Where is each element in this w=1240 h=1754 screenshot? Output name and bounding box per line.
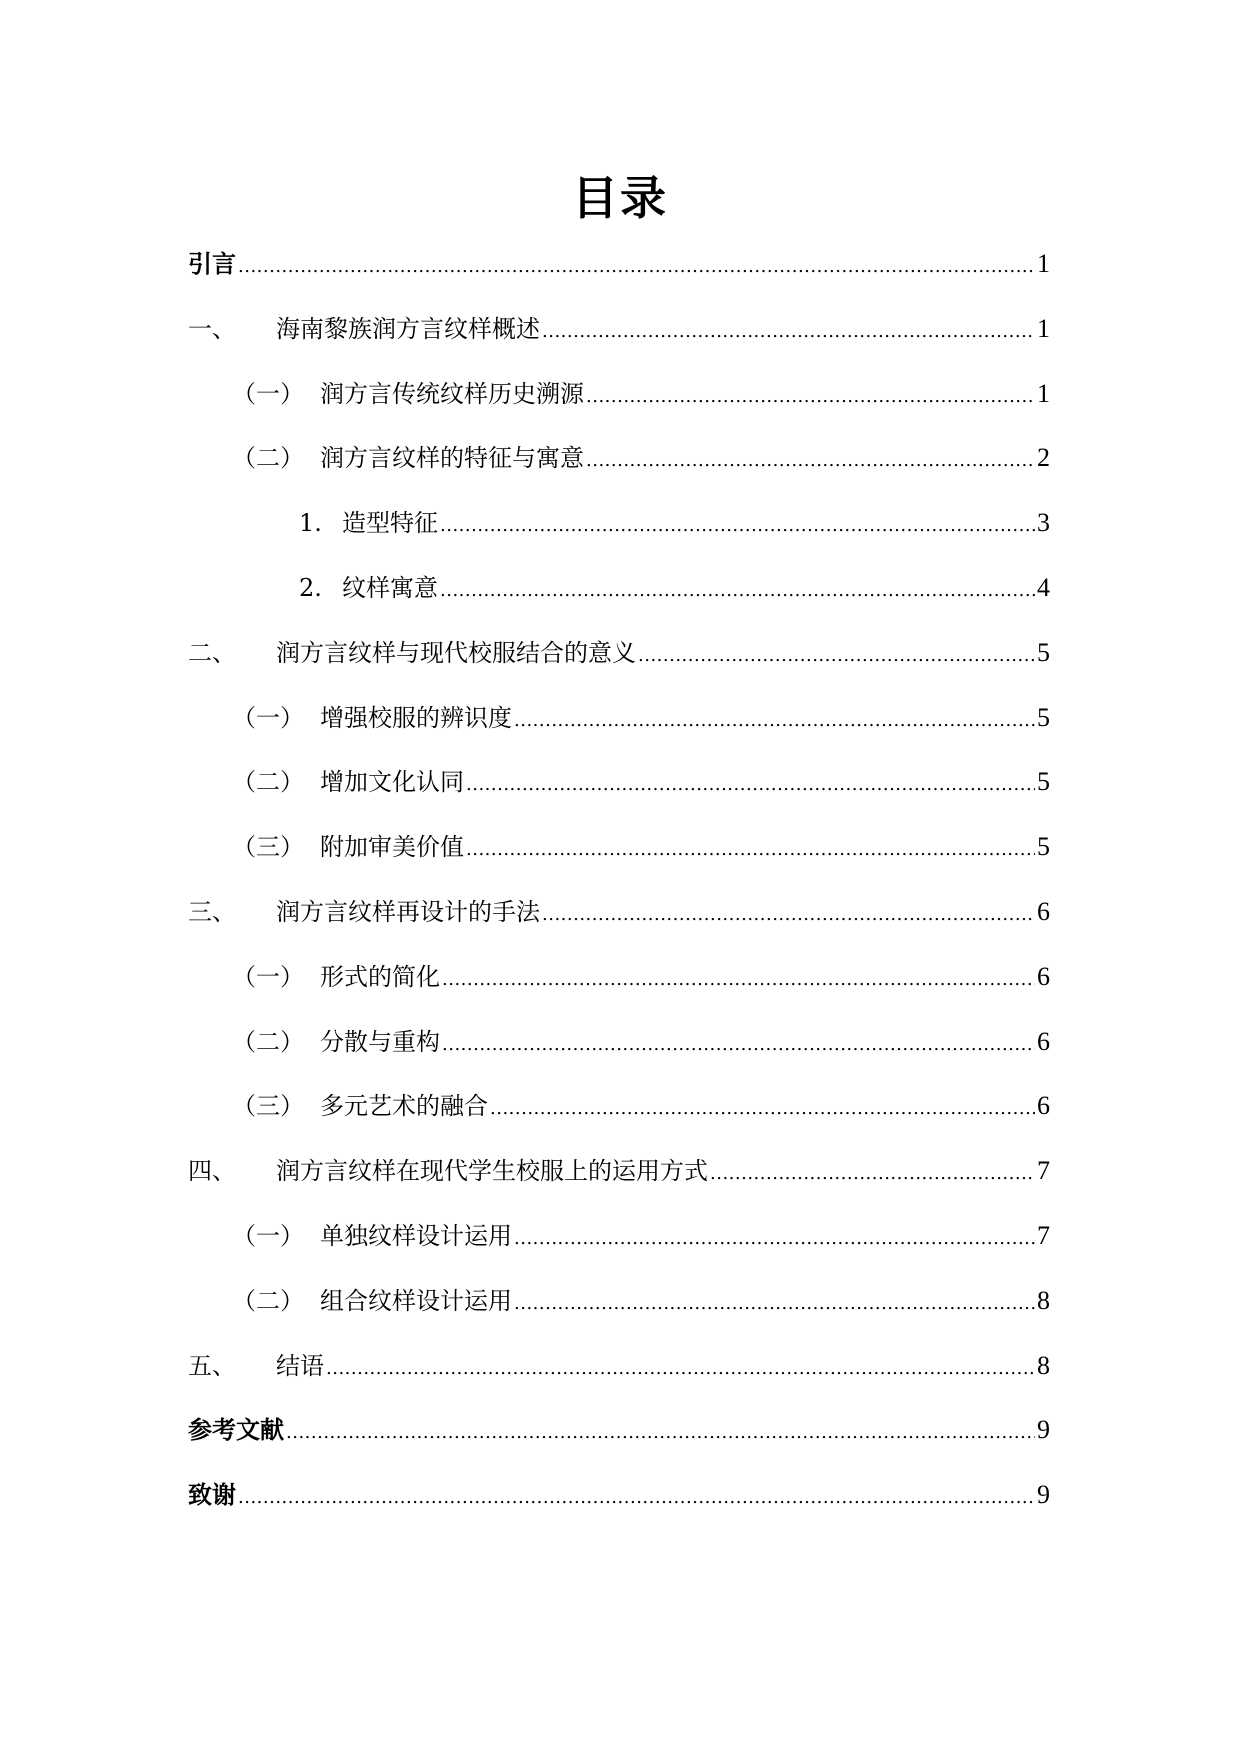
toc-entry-number: （三） bbox=[232, 1092, 304, 1121]
toc-entry-page: 7 bbox=[1037, 1156, 1050, 1186]
toc-entry-number: （一） bbox=[232, 703, 304, 732]
toc-entry-number: （二） bbox=[232, 1027, 304, 1056]
toc-entry-title: 多元艺术的融合 bbox=[320, 1092, 488, 1121]
toc-entry-number: （一） bbox=[232, 962, 304, 991]
toc-entry[interactable] bbox=[188, 1151, 1050, 1216]
toc-entry[interactable] bbox=[188, 1216, 1050, 1281]
toc-entry-page: 6 bbox=[1037, 1026, 1050, 1056]
toc-entry[interactable] bbox=[188, 892, 1050, 957]
toc-entry-page: 5 bbox=[1037, 702, 1050, 732]
dot-leader bbox=[542, 898, 1035, 926]
toc-entry-number: 一、 bbox=[188, 314, 236, 343]
toc-entry-title: 润方言传统纹样历史溯源 bbox=[320, 379, 584, 408]
dot-leader bbox=[440, 509, 1035, 537]
toc-entry-title: 润方言纹样的特征与寓意 bbox=[320, 444, 584, 473]
dot-leader bbox=[638, 639, 1035, 667]
toc-entry-page: 6 bbox=[1037, 961, 1050, 991]
toc-entry-number: （二） bbox=[232, 768, 304, 797]
dot-leader bbox=[466, 833, 1035, 861]
toc-entry-page: 5 bbox=[1037, 637, 1050, 667]
toc-entry-title: 单独纹样设计运用 bbox=[320, 1221, 512, 1250]
toc-entry-title: 致谢 bbox=[188, 1481, 236, 1510]
toc-entry-page: 5 bbox=[1037, 832, 1050, 862]
dot-leader bbox=[440, 574, 1035, 602]
toc-entry[interactable] bbox=[188, 1022, 1050, 1087]
dot-leader bbox=[466, 768, 1035, 796]
toc-entry[interactable] bbox=[188, 827, 1050, 892]
toc-entry[interactable] bbox=[188, 244, 1050, 309]
dot-leader bbox=[442, 1028, 1035, 1056]
toc-entry-title: 组合纹样设计运用 bbox=[320, 1286, 512, 1315]
toc-entry-title: 参考文献 bbox=[188, 1416, 284, 1445]
toc-entry[interactable] bbox=[188, 503, 1050, 568]
toc-entry-title: 形式的简化 bbox=[320, 962, 440, 991]
toc-entry-page: 1 bbox=[1037, 313, 1050, 343]
toc-entry-title: 增加文化认同 bbox=[320, 768, 464, 797]
dot-leader bbox=[286, 1416, 1035, 1444]
toc-entry-page: 6 bbox=[1037, 1091, 1050, 1121]
toc-entry-number: （一） bbox=[232, 379, 304, 408]
toc-entry-number: （一） bbox=[232, 1221, 304, 1250]
toc-entry[interactable] bbox=[188, 957, 1050, 1022]
toc-entry-title: 结语 bbox=[276, 1351, 324, 1380]
toc-entry-page: 2 bbox=[1037, 443, 1050, 473]
toc-entry[interactable] bbox=[188, 1410, 1050, 1475]
toc-entry-number: （二） bbox=[232, 444, 304, 473]
toc-entry-page: 6 bbox=[1037, 896, 1050, 926]
toc-entry-title: 润方言纹样在现代学生校服上的运用方式 bbox=[276, 1157, 708, 1186]
dot-leader bbox=[514, 1287, 1035, 1315]
toc-entry[interactable] bbox=[188, 1346, 1050, 1411]
dot-leader bbox=[326, 1352, 1035, 1380]
toc-entry-number: 三、 bbox=[188, 897, 236, 926]
toc-entry[interactable] bbox=[188, 1086, 1050, 1151]
toc-entry-number: 四、 bbox=[188, 1157, 236, 1186]
toc-entry[interactable] bbox=[188, 374, 1050, 439]
dot-leader bbox=[710, 1157, 1035, 1185]
dot-leader bbox=[586, 444, 1035, 472]
toc-entry-page: 1 bbox=[1037, 378, 1050, 408]
toc-entry-number: 2. bbox=[299, 573, 322, 602]
toc-entry-page: 1 bbox=[1037, 249, 1050, 278]
toc-entry-number: 二、 bbox=[188, 638, 236, 667]
toc-entry-page: 7 bbox=[1037, 1220, 1050, 1250]
dot-leader bbox=[514, 1222, 1035, 1250]
toc-entry[interactable] bbox=[188, 1281, 1050, 1346]
toc-entry[interactable] bbox=[188, 762, 1050, 827]
toc-entry[interactable] bbox=[188, 438, 1050, 503]
dot-leader bbox=[490, 1092, 1035, 1120]
toc-entry-title: 纹样寓意 bbox=[342, 573, 438, 602]
toc-entry[interactable] bbox=[188, 1475, 1050, 1540]
toc-entry-title: 海南黎族润方言纹样概述 bbox=[276, 314, 540, 343]
dot-leader bbox=[442, 963, 1035, 991]
toc-entry-page: 8 bbox=[1037, 1285, 1050, 1315]
toc-entry-title: 附加审美价值 bbox=[320, 833, 464, 862]
toc-entry-page: 9 bbox=[1037, 1480, 1050, 1510]
page-title: 目录 bbox=[572, 171, 668, 225]
toc-entry-page: 3 bbox=[1037, 508, 1050, 538]
toc-entry-title: 润方言纹样再设计的手法 bbox=[276, 897, 540, 926]
toc-entry-number: （二） bbox=[232, 1286, 304, 1315]
toc-entry-page: 5 bbox=[1037, 767, 1050, 797]
toc-entry-page: 9 bbox=[1037, 1415, 1050, 1445]
toc-entry-title: 造型特征 bbox=[342, 509, 438, 538]
toc-entry[interactable] bbox=[188, 568, 1050, 633]
dot-leader bbox=[238, 250, 1035, 278]
dot-leader bbox=[514, 704, 1035, 732]
toc-entry-title: 分散与重构 bbox=[320, 1027, 440, 1056]
table-of-contents bbox=[188, 244, 1050, 1540]
toc-entry-page: 8 bbox=[1037, 1350, 1050, 1380]
dot-leader bbox=[586, 380, 1035, 408]
dot-leader bbox=[542, 315, 1035, 343]
toc-entry-number: 五、 bbox=[188, 1351, 236, 1380]
toc-entry-number: （三） bbox=[232, 833, 304, 862]
toc-entry[interactable] bbox=[188, 309, 1050, 374]
toc-entry[interactable] bbox=[188, 633, 1050, 698]
toc-entry-title: 增强校服的辨识度 bbox=[320, 703, 512, 732]
toc-entry-title: 引言 bbox=[188, 250, 236, 278]
dot-leader bbox=[238, 1481, 1035, 1509]
toc-entry-number: 1. bbox=[299, 509, 322, 538]
toc-entry-title: 润方言纹样与现代校服结合的意义 bbox=[276, 638, 636, 667]
toc-entry[interactable] bbox=[188, 698, 1050, 763]
toc-entry-page: 4 bbox=[1037, 572, 1050, 602]
